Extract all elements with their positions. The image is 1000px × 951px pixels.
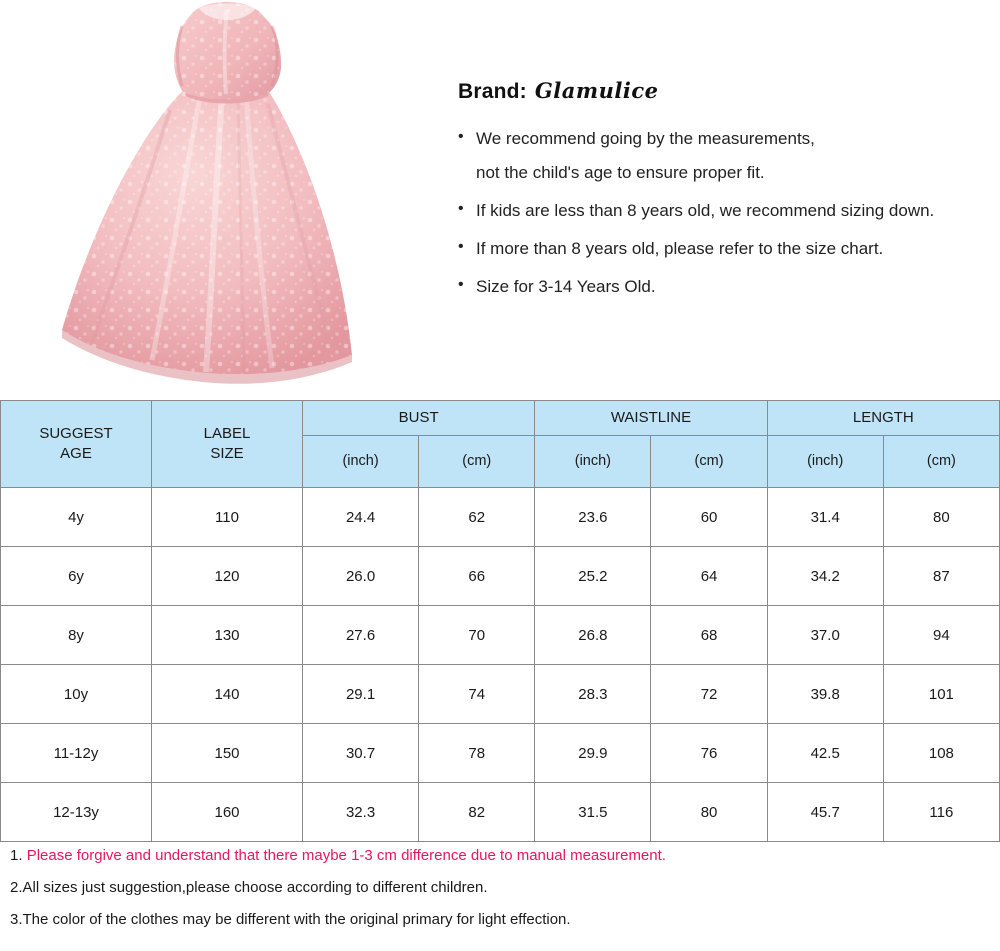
cell-waist-inch: 25.2: [535, 547, 651, 606]
cell-bust-cm: 66: [419, 547, 535, 606]
cell-length-cm: 80: [883, 488, 999, 547]
unit-header-length-inch: (inch): [767, 435, 883, 487]
cell-bust-cm: 70: [419, 606, 535, 665]
bullet-line-2: not the child's age to ensure proper fit.: [476, 163, 765, 182]
header-age-line2: AGE: [60, 445, 92, 462]
product-header-section: [0, 0, 1000, 400]
cell-length-inch: 34.2: [767, 547, 883, 606]
cell-bust-inch: 26.0: [303, 547, 419, 606]
cell-length-cm: 87: [883, 547, 999, 606]
cell-bust-inch: 24.4: [303, 488, 419, 547]
bullet-line-1: Size for 3-14 Years Old.: [476, 277, 656, 296]
cell-waist-inch: 23.6: [535, 488, 651, 547]
note-1-number: 1.: [10, 847, 27, 864]
cell-bust-inch: 30.7: [303, 724, 419, 783]
table-header: [1, 401, 1000, 488]
brand-line: [458, 78, 1000, 104]
cell-waist-cm: 68: [651, 606, 767, 665]
cell-length-cm: 108: [883, 724, 999, 783]
cell-length-inch: 39.8: [767, 665, 883, 724]
cell-age: 11-12y: [1, 724, 152, 783]
note-2: 2.All sizes just suggestion,please choose according to different children.: [10, 879, 488, 896]
unit-header-bust-inch: (inch): [303, 435, 419, 487]
table-header-row-groups: [1, 401, 1000, 436]
cell-length-inch: 37.0: [767, 606, 883, 665]
cell-waist-cm: 60: [651, 488, 767, 547]
bullet-line-1: If kids are less than 8 years old, we recommend sizing down.: [476, 201, 935, 220]
cell-age: 10y: [1, 665, 152, 724]
cell-waist-inch: 29.9: [535, 724, 651, 783]
info-bullet-list: [458, 130, 1000, 295]
cell-age: 6y: [1, 547, 152, 606]
table-row: [1, 488, 1000, 547]
bullet-line-1: If more than 8 years old, please refer to the size chart.: [476, 239, 884, 258]
cell-waist-cm: 76: [651, 724, 767, 783]
header-age-line1: SUGGEST: [39, 424, 113, 442]
cell-length-cm: 101: [883, 665, 999, 724]
footer-notes: [0, 842, 1000, 927]
cell-length-cm: 94: [883, 606, 999, 665]
cell-waist-inch: 31.5: [535, 783, 651, 842]
table-row: [1, 547, 1000, 606]
brand-name: Glamulice: [534, 78, 659, 103]
size-chart-table: [0, 400, 1000, 842]
product-image-pane: [0, 0, 450, 400]
cell-bust-cm: 78: [419, 724, 535, 783]
table-body: [1, 488, 1000, 842]
cell-bust-inch: 27.6: [303, 606, 419, 665]
note-1: [10, 848, 1000, 863]
cell-label-size: 150: [152, 724, 303, 783]
product-info-pane: [450, 0, 1000, 400]
table-row: [1, 724, 1000, 783]
cell-length-cm: 116: [883, 783, 999, 842]
column-header-waistline: WAISTLINE: [535, 401, 767, 436]
brand-label: Brand:: [458, 80, 527, 103]
cell-length-inch: 42.5: [767, 724, 883, 783]
cell-waist-cm: 72: [651, 665, 767, 724]
column-header-suggest-age: [1, 401, 152, 488]
table-row: [1, 665, 1000, 724]
header-label-line1: LABEL: [203, 424, 251, 442]
unit-header-bust-cm: (cm): [419, 435, 535, 487]
cell-bust-cm: 74: [419, 665, 535, 724]
dress-illustration: [0, 0, 450, 395]
cell-length-inch: 31.4: [767, 488, 883, 547]
cell-age: 8y: [1, 606, 152, 665]
cell-label-size: 130: [152, 606, 303, 665]
cell-bust-cm: 62: [419, 488, 535, 547]
unit-header-waistline-inch: (inch): [535, 435, 651, 487]
table-row: [1, 783, 1000, 842]
cell-label-size: 160: [152, 783, 303, 842]
header-label-line2: SIZE: [210, 445, 244, 462]
cell-waist-cm: 64: [651, 547, 767, 606]
cell-bust-inch: 29.1: [303, 665, 419, 724]
list-item: [458, 240, 1000, 257]
column-header-bust: BUST: [303, 401, 535, 436]
cell-label-size: 140: [152, 665, 303, 724]
cell-label-size: 110: [152, 488, 303, 547]
list-item: [458, 278, 1000, 295]
cell-bust-cm: 82: [419, 783, 535, 842]
cell-age: 4y: [1, 488, 152, 547]
list-item: [458, 130, 1000, 181]
note-1-text: Please forgive and understand that there maybe 1-3 cm difference due to manual measurement.: [26, 847, 666, 864]
unit-header-waistline-cm: (cm): [651, 435, 767, 487]
column-header-length: LENGTH: [767, 401, 999, 436]
cell-waist-cm: 80: [651, 783, 767, 842]
cell-length-inch: 45.7: [767, 783, 883, 842]
cell-waist-inch: 28.3: [535, 665, 651, 724]
cell-label-size: 120: [152, 547, 303, 606]
column-header-label-size: [152, 401, 303, 488]
note-3: 3.The color of the clothes may be different with the original primary for light effection.: [10, 911, 571, 928]
bullet-line-1: We recommend going by the measurements,: [476, 129, 815, 148]
unit-header-length-cm: (cm): [883, 435, 999, 487]
list-item: [458, 202, 1000, 219]
cell-waist-inch: 26.8: [535, 606, 651, 665]
cell-age: 12-13y: [1, 783, 152, 842]
table-row: [1, 606, 1000, 665]
cell-bust-inch: 32.3: [303, 783, 419, 842]
